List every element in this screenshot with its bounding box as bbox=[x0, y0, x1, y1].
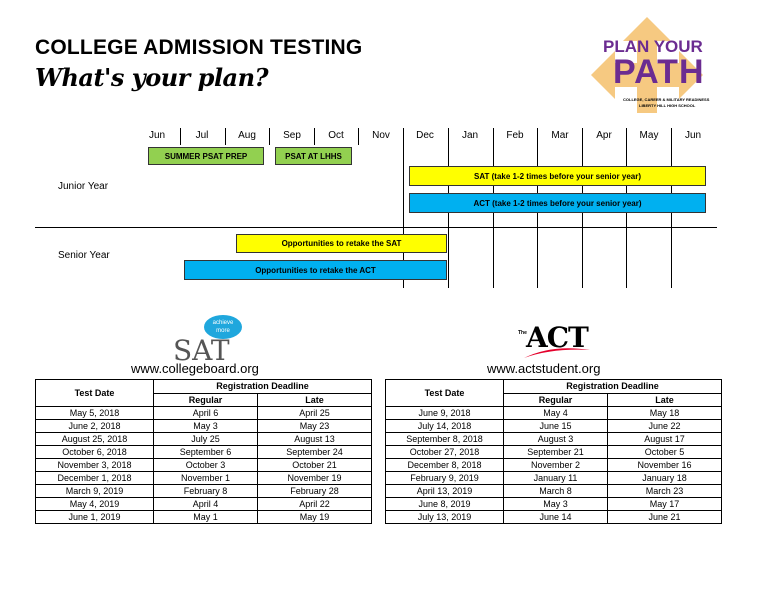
cell: April 22 bbox=[258, 498, 372, 511]
table-row bbox=[386, 446, 722, 459]
cell: February 8 bbox=[154, 485, 258, 498]
sat-dates-table bbox=[35, 379, 372, 524]
cell: June 22 bbox=[608, 420, 722, 433]
cell: June 14 bbox=[504, 511, 608, 524]
cell: June 9, 2018 bbox=[386, 407, 504, 420]
sat-logo: SAT bbox=[173, 334, 230, 367]
cell: October 21 bbox=[258, 459, 372, 472]
table-row bbox=[36, 472, 372, 485]
sat-junior-bar: SAT (take 1-2 times before your senior year) bbox=[409, 166, 706, 186]
cell: June 2, 2018 bbox=[36, 420, 154, 433]
cell: November 2 bbox=[504, 459, 608, 472]
cell: March 23 bbox=[608, 485, 722, 498]
month-label: Nov bbox=[372, 130, 390, 141]
col-registration-deadline: Registration Deadline bbox=[504, 380, 722, 394]
col-test-date: Test Date bbox=[386, 380, 504, 407]
sat-url: www.collegeboard.org bbox=[131, 361, 259, 376]
cell: May 4, 2019 bbox=[36, 498, 154, 511]
table-row bbox=[36, 485, 372, 498]
col-regular: Regular bbox=[154, 393, 258, 407]
cell: April 13, 2019 bbox=[386, 485, 504, 498]
psat-lhhs-bar: PSAT AT LHHS bbox=[275, 147, 352, 165]
cell: November 1 bbox=[154, 472, 258, 485]
cell: July 13, 2019 bbox=[386, 511, 504, 524]
col-late: Late bbox=[608, 393, 722, 407]
month-label: May bbox=[639, 130, 659, 141]
act-logo: ACT bbox=[526, 321, 588, 354]
logo-line1: PLAN YOUR bbox=[603, 37, 703, 56]
month-label: Apr bbox=[596, 130, 612, 141]
month-label: Jun bbox=[148, 130, 166, 141]
cell: September 24 bbox=[258, 446, 372, 459]
plan-your-path-logo bbox=[587, 15, 737, 115]
act-swoosh-icon bbox=[522, 346, 592, 360]
table-row bbox=[36, 446, 372, 459]
col-registration-deadline: Registration Deadline bbox=[154, 380, 372, 394]
table-row bbox=[36, 498, 372, 511]
cell: August 17 bbox=[608, 433, 722, 446]
grid-line bbox=[225, 128, 226, 145]
badge-line1: achieve bbox=[212, 320, 234, 326]
act-url: www.actstudent.org bbox=[487, 361, 601, 376]
grid-line bbox=[358, 128, 359, 145]
cell: November 19 bbox=[258, 472, 372, 485]
cell: October 27, 2018 bbox=[386, 446, 504, 459]
cell: May 5, 2018 bbox=[36, 407, 154, 420]
month-label: Jan bbox=[461, 130, 479, 141]
logo-tagline2: LIBERTY HILL HIGH SCHOOL bbox=[639, 103, 696, 108]
cell: October 6, 2018 bbox=[36, 446, 154, 459]
cell: September 6 bbox=[154, 446, 258, 459]
cell: December 8, 2018 bbox=[386, 459, 504, 472]
cell: April 25 bbox=[258, 407, 372, 420]
cell: June 1, 2019 bbox=[36, 511, 154, 524]
act-retake-bar: Opportunities to retake the ACT bbox=[184, 260, 447, 280]
logo-line2: PATH bbox=[613, 53, 705, 91]
cell: August 3 bbox=[504, 433, 608, 446]
sat-retake-bar: Opportunities to retake the SAT bbox=[236, 234, 447, 253]
cell: May 19 bbox=[258, 511, 372, 524]
cell: May 18 bbox=[608, 407, 722, 420]
table-row bbox=[36, 407, 372, 420]
month-label: Dec bbox=[416, 130, 434, 141]
col-test-date: Test Date bbox=[36, 380, 154, 407]
badge-line2: more bbox=[216, 328, 230, 334]
logo-tagline1: COLLEGE, CAREER & MILITARY READINESS bbox=[623, 97, 710, 102]
grid-line bbox=[314, 128, 315, 145]
summer-psat-bar: SUMMER PSAT PREP bbox=[148, 147, 264, 165]
table-row bbox=[36, 420, 372, 433]
cell: August 13 bbox=[258, 433, 372, 446]
table-row bbox=[386, 485, 722, 498]
cell: March 9, 2019 bbox=[36, 485, 154, 498]
table-row bbox=[36, 511, 372, 524]
table-row bbox=[386, 472, 722, 485]
cell: May 3 bbox=[504, 498, 608, 511]
cell: March 8 bbox=[504, 485, 608, 498]
cell: May 3 bbox=[154, 420, 258, 433]
table-row bbox=[386, 498, 722, 511]
act-dates-table bbox=[385, 379, 722, 524]
cell: June 15 bbox=[504, 420, 608, 433]
senior-year-label: Senior Year bbox=[58, 250, 110, 261]
cell: January 11 bbox=[504, 472, 608, 485]
cell: April 4 bbox=[154, 498, 258, 511]
month-label: Oct bbox=[328, 130, 344, 141]
cell: July 14, 2018 bbox=[386, 420, 504, 433]
cell: May 23 bbox=[258, 420, 372, 433]
month-label: Sep bbox=[283, 130, 301, 141]
cell: November 16 bbox=[608, 459, 722, 472]
table-row bbox=[386, 407, 722, 420]
act-junior-bar: ACT (take 1-2 times before your senior year) bbox=[409, 193, 706, 213]
page-title: COLLEGE ADMISSION TESTING bbox=[35, 36, 363, 59]
junior-year-label: Junior Year bbox=[58, 181, 109, 192]
cell: December 1, 2018 bbox=[36, 472, 154, 485]
act-logo-the: The bbox=[518, 330, 527, 336]
cell: May 17 bbox=[608, 498, 722, 511]
cell: November 3, 2018 bbox=[36, 459, 154, 472]
cell: July 25 bbox=[154, 433, 258, 446]
year-divider bbox=[35, 227, 717, 228]
table-row bbox=[386, 511, 722, 524]
cell: January 18 bbox=[608, 472, 722, 485]
cell: June 21 bbox=[608, 511, 722, 524]
cell: May 1 bbox=[154, 511, 258, 524]
month-label: Jun bbox=[684, 130, 702, 141]
col-late: Late bbox=[258, 393, 372, 407]
cell: February 28 bbox=[258, 485, 372, 498]
table-row bbox=[386, 420, 722, 433]
cell: February 9, 2019 bbox=[386, 472, 504, 485]
table-row bbox=[36, 433, 372, 446]
cell: April 6 bbox=[154, 407, 258, 420]
table-row bbox=[386, 433, 722, 446]
cell: September 8, 2018 bbox=[386, 433, 504, 446]
month-label: Jul bbox=[195, 130, 209, 141]
page-subtitle: What's your plan? bbox=[35, 63, 269, 92]
month-label: Aug bbox=[238, 130, 256, 141]
cell: June 8, 2019 bbox=[386, 498, 504, 511]
cell: May 4 bbox=[504, 407, 608, 420]
grid-line bbox=[180, 128, 181, 145]
cell: October 3 bbox=[154, 459, 258, 472]
table-row bbox=[36, 459, 372, 472]
month-label: Mar bbox=[551, 130, 569, 141]
month-label: Feb bbox=[506, 130, 524, 141]
cell: October 5 bbox=[608, 446, 722, 459]
grid-line bbox=[269, 128, 270, 145]
table-row bbox=[386, 459, 722, 472]
cell: August 25, 2018 bbox=[36, 433, 154, 446]
cell: September 21 bbox=[504, 446, 608, 459]
col-regular: Regular bbox=[504, 393, 608, 407]
